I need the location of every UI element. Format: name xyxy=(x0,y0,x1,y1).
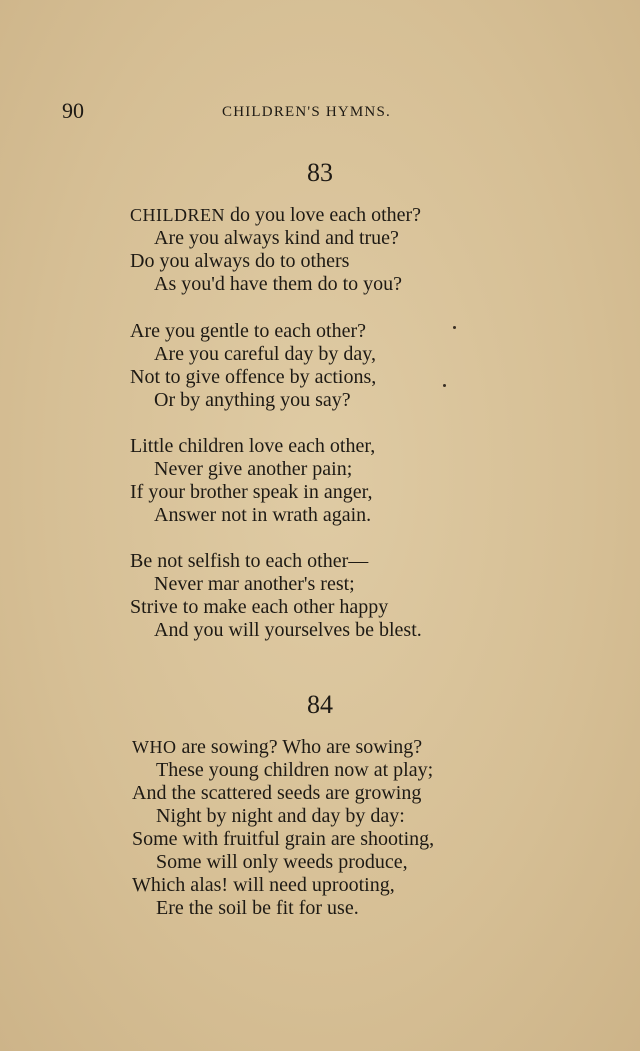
verse-line: Not to give offence by actions, xyxy=(130,366,377,388)
verse-line: Some will only weeds produce, xyxy=(156,851,408,873)
verse-line: These young children now at play; xyxy=(156,759,434,781)
verse-line: CHILDREN do you love each other? xyxy=(130,204,422,226)
verse-line: And you will yourselves be blest. xyxy=(154,619,422,641)
verse-line: Night by night and day by day: xyxy=(156,805,405,827)
first-word: CHILDREN xyxy=(130,205,225,225)
first-word: WHO xyxy=(132,737,177,757)
page-number: 90 xyxy=(62,98,84,123)
verse-line: Never mar another's rest; xyxy=(154,573,355,595)
verse-line: If your brother speak in anger, xyxy=(130,481,373,503)
stanza xyxy=(130,204,421,296)
paper-speck xyxy=(443,384,446,387)
verse-line: And the scattered seeds are growing xyxy=(132,782,422,804)
paper-speck xyxy=(453,326,456,329)
verse-line: Some with fruitful grain are shooting, xyxy=(132,828,435,850)
verse-line: Which alas! will need uprooting, xyxy=(132,874,395,896)
verse-line: Be not selfish to each other— xyxy=(130,550,369,572)
verse-line: Are you careful day by day, xyxy=(154,343,376,365)
verse-line: Do you always do to others xyxy=(130,250,350,272)
verse-line: Ere the soil be fit for use. xyxy=(156,897,359,919)
stanza xyxy=(130,320,376,412)
stanza xyxy=(132,736,434,920)
verse-line: Strive to make each other happy xyxy=(130,596,389,618)
verse-line: Little children love each other, xyxy=(130,435,376,457)
verse-line: Answer not in wrath again. xyxy=(154,504,372,526)
stanza xyxy=(130,550,422,642)
hymn-number: 84 xyxy=(307,690,333,719)
running-head: CHILDREN'S HYMNS. xyxy=(222,104,391,120)
verse-line: WHO are sowing? Who are sowing? xyxy=(132,736,423,758)
verse-line: Are you gentle to each other? xyxy=(130,320,367,342)
verse-line: As you'd have them do to you? xyxy=(154,273,403,295)
verse-line: Are you always kind and true? xyxy=(154,227,399,249)
verse-line: Never give another pain; xyxy=(154,458,353,480)
stanza xyxy=(130,435,375,527)
hymn-number: 83 xyxy=(307,158,333,187)
verse-line: Or by anything you say? xyxy=(154,389,351,411)
